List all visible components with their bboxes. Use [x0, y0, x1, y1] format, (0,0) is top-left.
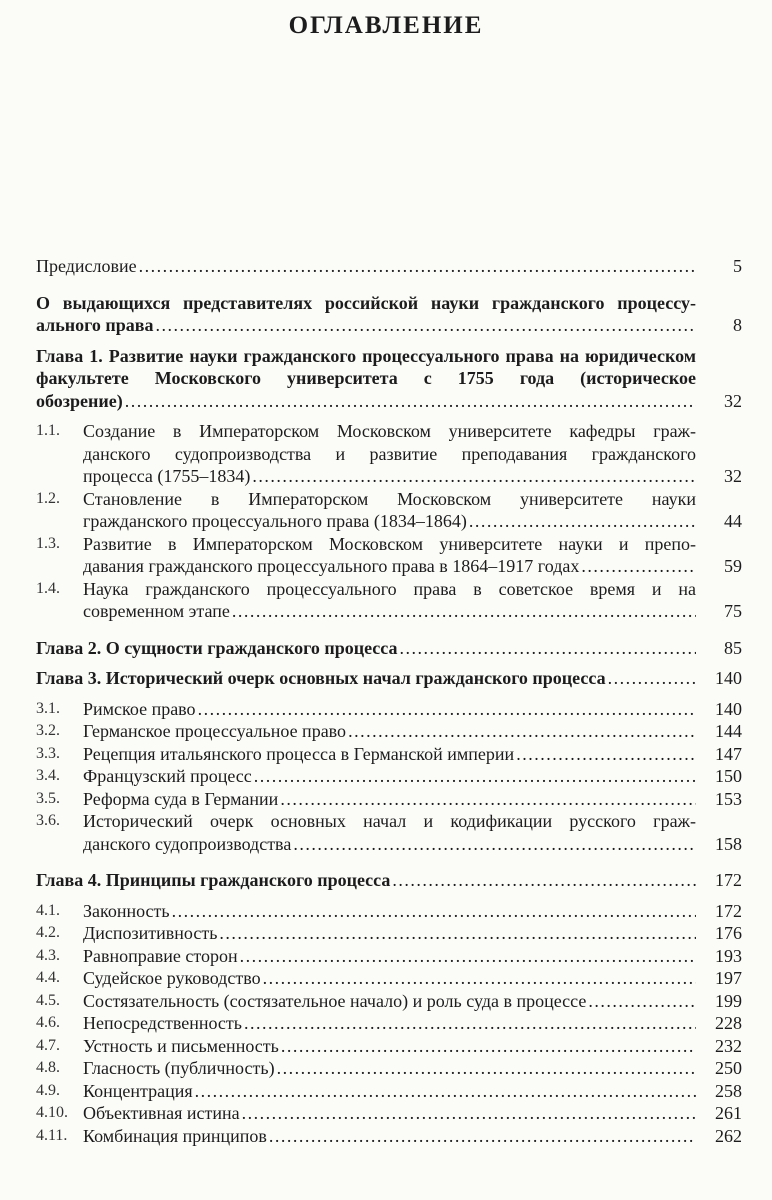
dot-leader — [193, 1080, 696, 1103]
dot-leader — [230, 600, 696, 623]
toc-section-entry[interactable] — [36, 967, 742, 990]
toc-section-number: 1.4. — [36, 579, 60, 597]
toc-section-number: 4.1. — [36, 901, 60, 919]
dot-leader — [238, 945, 696, 968]
dot-leader — [390, 869, 696, 892]
toc-chapter-entry[interactable] — [36, 292, 742, 337]
toc-entry-title: Рецепция итальянского процесса в Германской империи — [83, 743, 515, 764]
dot-leader — [250, 465, 696, 488]
dot-leader — [153, 314, 696, 337]
dot-leader — [291, 833, 696, 856]
toc-entry-title: Устность и письменность — [83, 1035, 279, 1056]
toc-page-number: 261 — [715, 1103, 742, 1123]
dot-leader — [579, 555, 696, 578]
dot-leader — [170, 900, 696, 923]
toc-section-entry[interactable] — [36, 533, 742, 578]
toc-entry-title: Комбинация принципов — [83, 1125, 267, 1146]
toc-section-entry[interactable] — [36, 922, 742, 945]
dot-leader — [346, 720, 696, 743]
toc-entry-title: Объективная истина — [83, 1103, 240, 1123]
toc-section-entry[interactable] — [36, 900, 742, 923]
toc-section-entry[interactable] — [36, 1035, 742, 1058]
toc-entry-title: современном этапе — [83, 601, 230, 621]
toc-section-number: 4.3. — [36, 946, 60, 964]
toc-section-entry[interactable] — [36, 578, 742, 623]
toc-entry-title: данского судопроизводства и развитие преподавания гражданского — [83, 443, 696, 464]
dot-leader — [514, 743, 696, 766]
toc-entry-title: данского судопроизводства — [83, 833, 292, 854]
toc-entry-title: Исторический очерк основных начал и кодификации русского граж- — [83, 811, 696, 831]
toc-page-number: 176 — [715, 923, 742, 943]
toc-page-number: 85 — [724, 637, 742, 658]
toc-section-number: 3.5. — [36, 789, 60, 807]
toc-entry-title: давания гражданского процессуального права в 1864–1917 годах — [83, 556, 580, 576]
toc-entry-title: гражданского процессуального права (1834–1864) — [83, 511, 467, 531]
toc-page-number: 75 — [724, 601, 742, 621]
toc-entry-title: Диспозитивность — [83, 923, 218, 943]
toc-entry-title: Законность — [83, 900, 170, 921]
toc-section-entry[interactable] — [36, 420, 742, 488]
toc-section-entry[interactable] — [36, 1125, 742, 1148]
dot-leader — [123, 390, 696, 413]
dot-leader — [467, 510, 696, 533]
dot-leader — [217, 922, 696, 945]
toc-entry-title: Наука гражданского процессуального права в советское время и на — [83, 578, 696, 599]
dot-leader — [606, 667, 696, 690]
toc-section-number: 4.2. — [36, 924, 60, 941]
toc-page-number: 147 — [715, 743, 742, 764]
toc-section-number: 3.3. — [36, 744, 60, 762]
toc-page-number: 228 — [715, 1013, 742, 1033]
toc-page-number: 140 — [715, 668, 742, 688]
toc-section-number: 1.1. — [36, 422, 60, 439]
toc-section-number: 1.2. — [36, 489, 60, 507]
toc-section-number: 3.1. — [36, 699, 60, 717]
toc-section-number: 4.5. — [36, 991, 60, 1009]
toc-entry-title: Развитие в Императорском Московском университете науки и препо- — [83, 533, 696, 554]
toc-section-number: 4.6. — [36, 1014, 60, 1031]
table-of-contents — [36, 255, 742, 1147]
toc-page-number: 199 — [715, 990, 742, 1011]
toc-entry-title: факультете Московского университета с 1755 года (историческое — [36, 368, 696, 388]
toc-entry-title: Глава 3. Исторический очерк основных начал гражданского процесса — [36, 668, 606, 688]
dot-leader — [242, 1012, 696, 1035]
dot-leader — [252, 765, 696, 788]
toc-page-number: 150 — [715, 766, 742, 786]
toc-section-number: 4.10. — [36, 1104, 68, 1121]
toc-section-number: 4.8. — [36, 1059, 60, 1076]
toc-section-entry[interactable] — [36, 698, 742, 721]
toc-entry-title: Реформа суда в Германии — [83, 788, 279, 809]
toc-section-entry[interactable] — [36, 788, 742, 811]
toc-chapter-entry[interactable] — [36, 869, 742, 892]
toc-page-number: 8 — [733, 315, 742, 335]
dot-leader — [240, 1102, 696, 1125]
toc-page-number: 144 — [715, 721, 742, 741]
toc-entry-title: Предисловие — [36, 256, 137, 276]
toc-section-number: 1.3. — [36, 534, 60, 552]
dot-leader — [275, 1057, 696, 1080]
toc-entry-title: Непосредственность — [83, 1013, 242, 1033]
toc-section-number: 3.6. — [36, 812, 60, 829]
toc-entry-title: ального права — [36, 315, 154, 335]
dot-leader — [267, 1125, 696, 1148]
toc-section-number: 4.7. — [36, 1036, 60, 1054]
toc-page-number: 59 — [724, 556, 742, 576]
toc-entry-title: обозрение) — [36, 390, 123, 411]
toc-section-number: 4.11. — [36, 1126, 68, 1144]
toc-page-number: 5 — [733, 256, 742, 276]
toc-entry-title: О выдающихся представителях российской науки гражданского процессу- — [36, 292, 696, 313]
toc-page-number: 232 — [715, 1035, 742, 1056]
toc-page-number: 197 — [715, 968, 742, 988]
toc-page-number: 44 — [724, 511, 742, 531]
toc-section-entry[interactable] — [36, 1057, 742, 1080]
toc-entry-title: Равноправие сторон — [83, 945, 238, 966]
toc-entry-title: Французский процесс — [83, 766, 252, 786]
toc-section-number: 3.4. — [36, 767, 60, 784]
dot-leader — [279, 1035, 696, 1058]
toc-page-number: 32 — [724, 466, 742, 486]
toc-section-number: 4.9. — [36, 1081, 60, 1099]
toc-entry-title: процесса (1755–1834) — [83, 466, 251, 486]
toc-entry-title: Глава 1. Развитие науки гражданского процессуального права на юридическом — [36, 345, 696, 366]
toc-entry-title: Становление в Императорском Московском университете науки — [83, 488, 696, 509]
toc-section-entry[interactable] — [36, 1080, 742, 1103]
toc-page-number: 172 — [715, 900, 742, 921]
toc-section-entry[interactable] — [36, 945, 742, 968]
page-title: ОГЛАВЛЕНИЕ — [288, 12, 484, 39]
toc-entry-title: Гласность (публичность) — [83, 1058, 275, 1078]
toc-chapter-entry[interactable] — [36, 345, 742, 413]
toc-entry-title: Концентрация — [83, 1080, 193, 1101]
toc-section-entry[interactable] — [36, 488, 742, 533]
dot-leader — [261, 967, 696, 990]
toc-entry-title: Глава 2. О сущности гражданского процесса — [36, 637, 398, 658]
toc-entry-title: Германское процессуальное право — [83, 721, 347, 741]
toc-section-entry[interactable] — [36, 720, 742, 743]
dot-leader — [196, 698, 696, 721]
dot-leader — [137, 255, 696, 278]
toc-section-entry[interactable] — [36, 1102, 742, 1125]
toc-section-number: 4.4. — [36, 969, 60, 986]
toc-entry-title: Создание в Императорском Московском университете кафедры граж- — [83, 421, 696, 441]
toc-page-number: 258 — [715, 1080, 742, 1101]
dot-leader — [586, 990, 696, 1013]
dot-leader — [398, 637, 697, 660]
toc-section-entry[interactable] — [36, 743, 742, 766]
toc-page-number: 193 — [715, 945, 742, 966]
toc-entry-title: Состязательность (состязательное начало) и роль суда в процессе — [83, 990, 587, 1011]
toc-section-entry[interactable] — [36, 810, 742, 855]
toc-entry-title: Глава 4. Принципы гражданского процесса — [36, 870, 391, 890]
toc-section-entry[interactable] — [36, 1012, 742, 1035]
toc-chapter-entry[interactable] — [36, 637, 742, 660]
toc-page-number: 250 — [715, 1058, 742, 1078]
toc-section-entry[interactable] — [36, 990, 742, 1013]
toc-section-entry[interactable] — [36, 765, 742, 788]
toc-page-number: 140 — [715, 698, 742, 719]
dot-leader — [278, 788, 696, 811]
toc-front-entry[interactable] — [36, 255, 742, 278]
toc-chapter-entry[interactable] — [36, 667, 742, 690]
toc-entry-title: Римское право — [83, 698, 196, 719]
toc-page-number: 172 — [715, 870, 742, 890]
toc-page-number: 32 — [724, 390, 742, 411]
toc-section-number: 3.2. — [36, 722, 60, 739]
toc-entry-title: Судейское руководство — [83, 968, 261, 988]
toc-page-number: 262 — [715, 1125, 742, 1146]
toc-page-number: 158 — [715, 833, 742, 854]
toc-page-number: 153 — [715, 788, 742, 809]
